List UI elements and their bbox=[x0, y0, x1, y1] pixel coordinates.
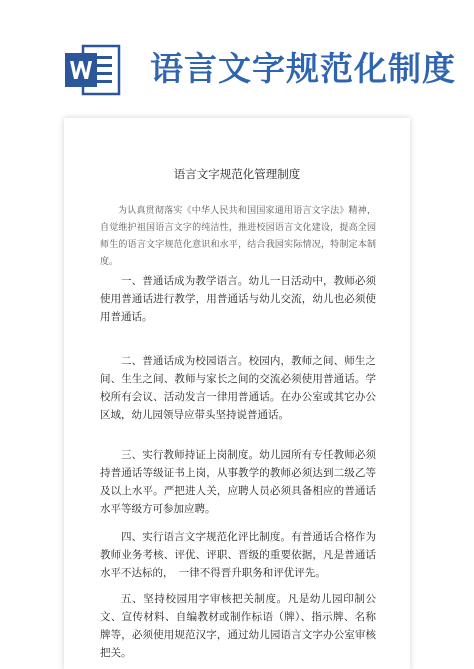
banner bbox=[0, 0, 474, 112]
clause-paragraph: 四、实行语言文字规范化评比制度。有普通话合格作为教师业务考核、评优、评职、晋级的重要依据，凡是普通话水平不达标的， 一律不得晋升职务和评优评先。 bbox=[100, 531, 376, 579]
intro-paragraph: 为认真贯彻落实《中华人民共和国国家通用语言文字法》精神，自觉维护祖国语言文字的纯洁性，推进校园语言文化建设，提高全园师生的语言文字规范化意识和水平，结合我园实际情况，特制定本制度。 bbox=[100, 206, 376, 267]
clause-paragraph: 五、坚持校园用字审核把关制度。凡是幼儿园印制公文、宣传材料、自编教材或制作标语（牌）、指示牌、名称牌等，必须使用规范汉字，通过幼儿园语言文字办公室审核把关。 bbox=[100, 593, 376, 659]
document-page bbox=[64, 118, 410, 669]
clause-paragraph: 三、实行教师持证上岗制度。幼儿园所有专任教师必须持普通话等级证书上岗，从事教学的教师必须达到二级乙等及以上水平。严把进人关，应聘人员必须具备相应的普通话水平等级方可参加应聘。 bbox=[100, 449, 376, 515]
word-icon bbox=[63, 40, 123, 100]
document-title: 语言文字规范化管理制度 bbox=[173, 167, 301, 181]
banner-title: 语言文字规范化制度 bbox=[150, 49, 456, 88]
clause-paragraph: 一、普通话成为教学语言。幼儿一日活动中，教师必须使用普通话进行教学，用普通话与幼儿交流，幼儿也必须使用普通话。 bbox=[100, 275, 376, 323]
clause-paragraph: 二、普通话成为校园语言。校园内，教师之间、师生之间、生生之间、教师与家长之间的交流必须使用普通话。学校所有会议、活动发言一律用普通话。在办公室或其它办公区域，幼儿园领导应带头坚持说普通话。 bbox=[100, 355, 376, 421]
